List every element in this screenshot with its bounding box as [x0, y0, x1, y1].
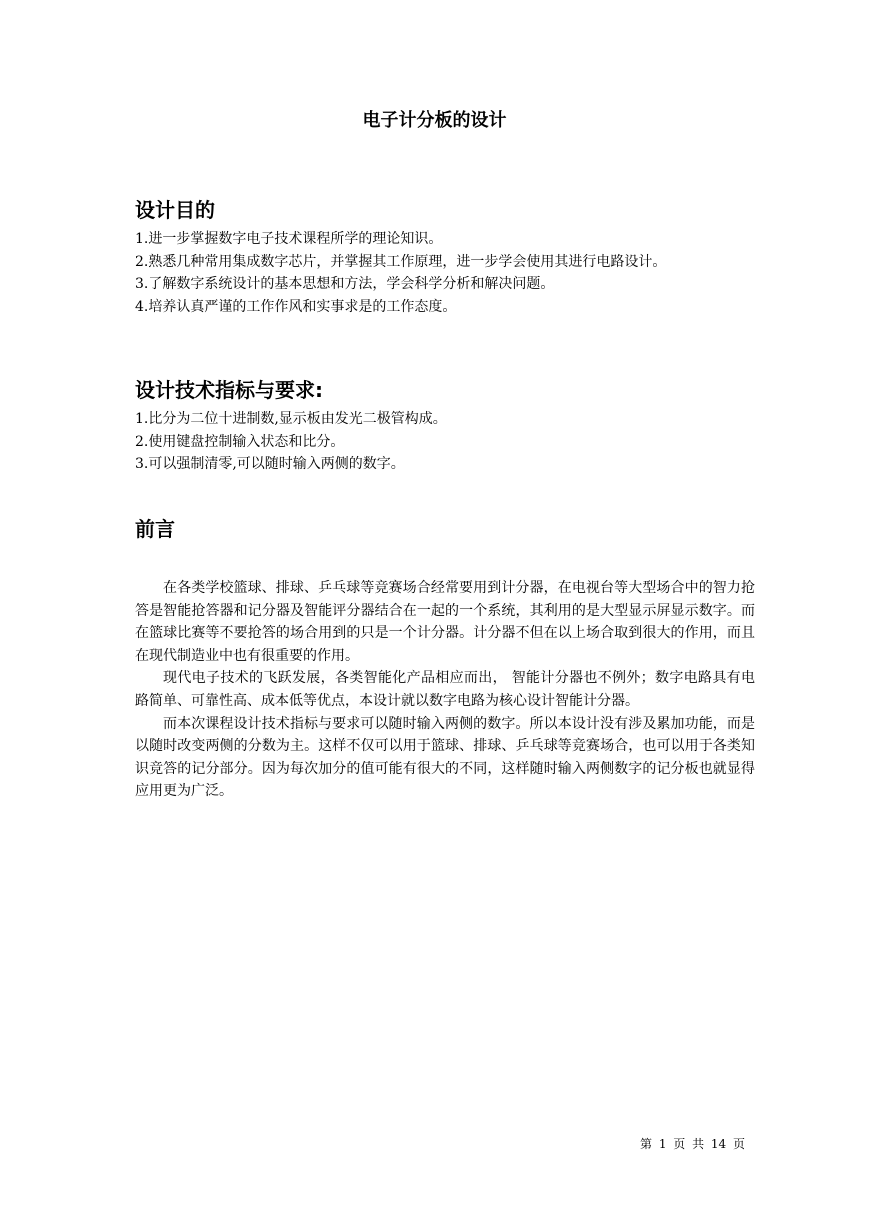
- paragraph: 而本次课程设计技术指标与要求可以随时输入两侧的数字。所以本设计没有涉及累加功能，而是以随时改变两侧的分数为主。这样不仅可以用于篮球、排球、乒乓球等竞赛场合，也可以用于各类知识竞答的记分部分。因为每次加分的值可能有很大的不同，这样随时输入两侧数字的记分板也就显得应用更为广泛。: [135, 715, 755, 800]
- section-tech-requirements: [135, 376, 755, 476]
- section-design-purpose: [135, 196, 755, 318]
- list-item: 4.培养认真严谨的工作作风和实事求是的工作态度。: [135, 298, 457, 315]
- section-preface: [135, 515, 755, 803]
- section-heading: 设计技术指标与要求:: [135, 378, 323, 402]
- section-heading: 设计目的: [135, 198, 215, 222]
- list-item: 2.使用键盘控制输入状态和比分。: [135, 433, 345, 450]
- page-number: 第 1 页 共 14 页: [640, 1137, 745, 1151]
- paragraph: 现代电子技术的飞跃发展，各类智能化产品相应而出， 智能计分器也不例外；数字电路具有电路简单、可靠性高、成本低等优点，本设计就以数字电路为核心设计智能计分器。: [135, 670, 755, 709]
- list-item: 3.了解数字系统设计的基本思想和方法，学会科学分析和解决问题。: [135, 276, 555, 292]
- document-title: 电子计分板的设计: [362, 110, 507, 131]
- list-item: 1.进一步掌握数字电子技术课程所学的理论知识。: [135, 231, 443, 247]
- section-heading: 前言: [135, 517, 175, 541]
- list-item: 3.可以强制清零,可以随时输入两侧的数字。: [135, 456, 405, 472]
- list-item: 1.比分为二位十进制数,显示板由发光二极管构成。: [135, 411, 447, 427]
- paragraph: 在各类学校篮球、排球、乒乓球等竞赛场合经常要用到计分器，在电视台等大型场合中的智力抢答是智能抢答器和记分器及智能评分器结合在一起的一个系统，其利用的是大型显示屏显示数字。而在篮球比赛等不要抢答的场合用到的只是一个计分器。计分器不但在以上场合取到很大的作用，而且在现代制造业中也有很重要的作用。: [135, 580, 755, 664]
- list-item: 2.熟悉几种常用集成数字芯片，并掌握其工作原理，进一步学会使用其进行电路设计。: [135, 253, 667, 270]
